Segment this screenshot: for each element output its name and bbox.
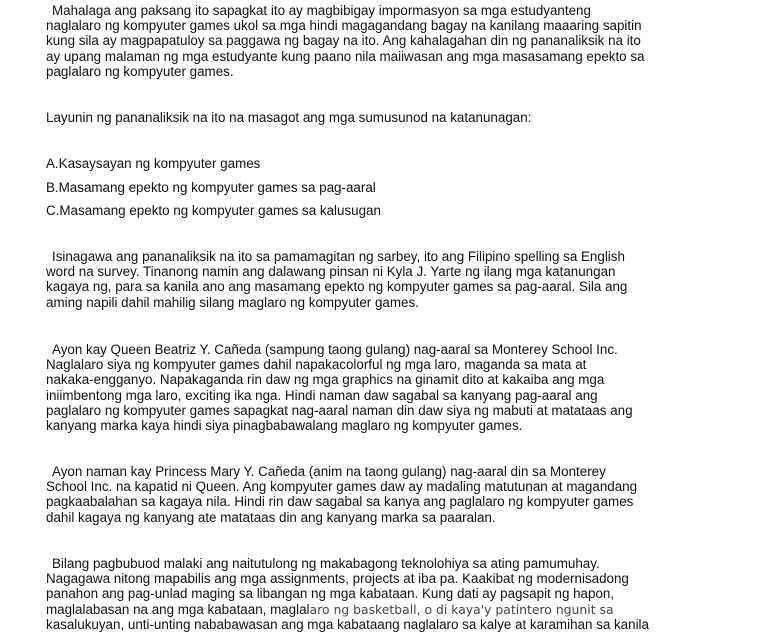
paragraph-objective: Layunin ng pananaliksik na ito na masagot ang mga sumusunod na katanunagan: <box>46 110 532 125</box>
paragraph-line: naglalaro ng kompyuter games ukol sa mga hindi magagandang bagay na kanilang maaaring sapitin <box>46 18 642 34</box>
paragraph-line: Bilang pagbubuod malaki ang naitutulong ng makabagong teknolohiya sa ating pamumuhay. <box>52 556 600 571</box>
paragraph-princess <box>46 464 637 525</box>
paragraph-line: kagaya ng, para sa kanila ano ang masamang epekto ng kompyuter games sa pag-aaral. Sila ang <box>46 279 628 295</box>
paragraph-line: paglalaro ng kompyuter games. <box>46 63 234 79</box>
paragraph-line: paglalaro ng kompyuter games sapagkat nag-aaral naman din daw siya ng mabuti at matataas ang <box>46 402 633 418</box>
paragraph-line-part-faded: aro ng basketball, o di kaya'y patintero ngunit sa <box>309 601 614 617</box>
paragraph-line: Isinagawa ang pananaliksik na ito sa pamamagitan ng sarbey, ito ang Filipino spelling sa English <box>52 249 625 264</box>
paragraph-line <box>46 602 649 617</box>
paragraph-line: iniimbentong mga laro, exciting ika nga. Hindi naman daw sagabal sa kanyang pag-aaral ang <box>46 387 598 403</box>
paragraph-line: pagkaabalahan sa kagaya nila. Hindi rin daw sagabal sa kanya ang paglalaro ng kompyuter games <box>46 494 634 510</box>
paragraph-line: ay upang malaman ng mga estudyante kung paano nila maiiwasan ang mga masasamang epekto sa <box>46 48 645 64</box>
paragraph-summary <box>46 556 649 632</box>
list-item: A.Kasaysayan ng kompyuter games <box>46 156 261 171</box>
paragraph-line: nakaka-engganyo. Napakaganda rin daw ng mga graphics na ginamit dito at kakaiba ang mga <box>46 372 605 388</box>
paragraph-line: kasalukuyan, unti-unting nababawasan ang mga kabataang naglalaro sa kalye at karamihan sa kanila <box>46 616 649 632</box>
paragraph-line: Nagagawa nitong mapabilis ang mga assignments, projects at iba pa. Kaakibat ng modernisadong <box>46 571 629 587</box>
paragraph-line: Ayon kay Queen Beatriz Y. Cañeda (sampung taong gulang) nag-aaral sa Monterey School Inc. <box>52 342 618 357</box>
paragraph-line: aming napili dahil mahilig silang maglaro ng kompyuter games. <box>46 294 419 310</box>
paragraph-line: Ayon naman kay Princess Mary Y. Cañeda (anim na taong gulang) nag-aaral din sa Monterey <box>52 464 606 479</box>
paragraph-line: word na survey. Tinanong namin ang dalawang pinsan ni Kyla J. Yarte ng ilang mga katanungan <box>46 264 616 280</box>
paragraph-method <box>46 249 627 310</box>
list-item: B.Masamang epekto ng kompyuter games sa pag-aaral <box>46 180 376 195</box>
paragraph-line: Mahalaga ang paksang ito sapagkat ito ay magbibigay impormasyon sa mga estudyanteng <box>52 3 591 18</box>
paragraph-queen <box>46 342 633 433</box>
paragraph-line: dahil kagaya ng kanyang ate matataas din ang kanyang marka sa paaralan. <box>46 509 496 525</box>
paragraph-line: School Inc. na kapatid ni Queen. Ang kompyuter games daw ay madaling matutunan at magandang <box>46 479 638 495</box>
paragraph-line: Naglalaro siya ng kompyuter games dahil napakacolorful ng mga laro, maganda sa mata at <box>46 357 587 373</box>
paragraph-line-part: maglalabasan na ang mga kabataan, maglal <box>46 601 310 617</box>
paragraph-importance <box>46 3 645 79</box>
paragraph-line: kung sila ay magpapatuloy sa paggawa ng bagay na ito. Ang kahalagahan din ng pananaliksik na ito <box>46 33 641 49</box>
paragraph-line: panahon ang pag-unlad maging sa libangan ng mga kabataan. Kung dati ay pagsapit ng hapon, <box>46 586 615 602</box>
paragraph-line: kanyang marka kaya hindi siya pinagbabawalang maglaro ng kompyuter games. <box>46 418 523 434</box>
list-item: C.Masamang epekto ng kompyuter games sa kalusugan <box>46 203 381 218</box>
